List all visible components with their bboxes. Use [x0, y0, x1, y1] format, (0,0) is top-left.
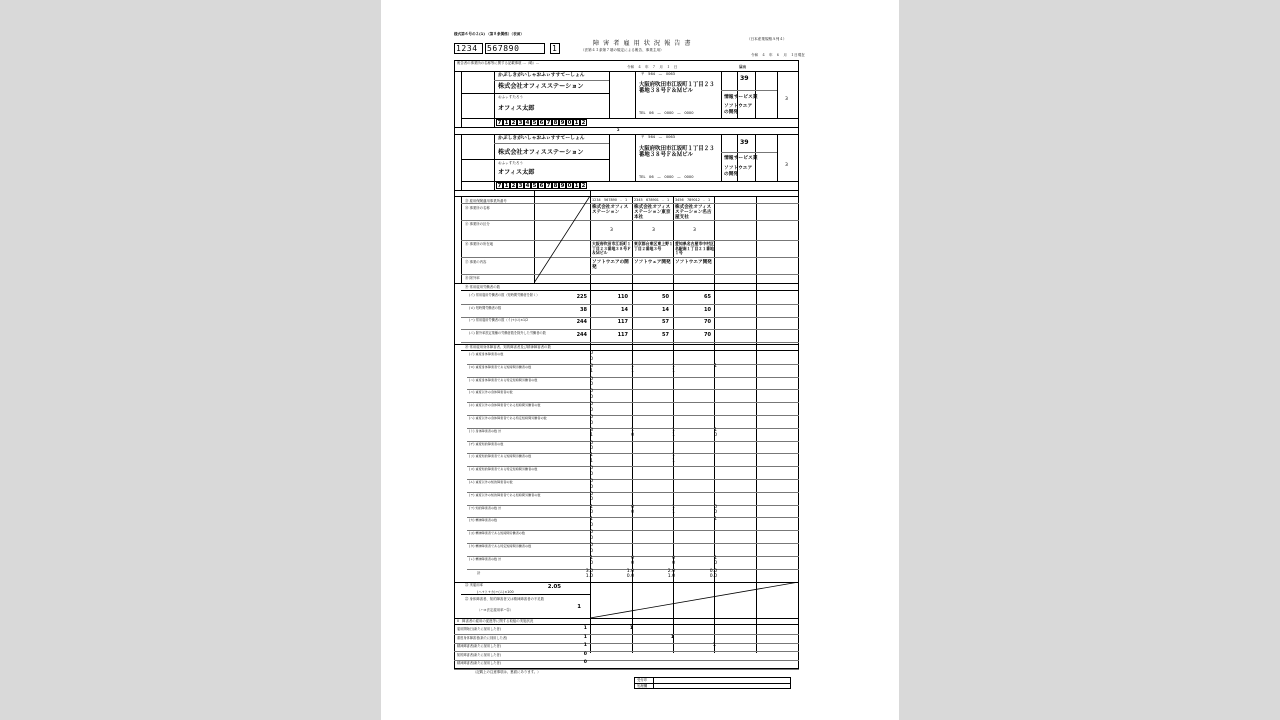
parent-name: 株式会社オフィスステーション — [498, 149, 584, 156]
disabled-total-a: 3.0 — [585, 568, 593, 574]
estab-code: 2345 678901 - 1 — [634, 198, 670, 202]
bottom-row-label: 知的障害者(新たに採用した者) — [457, 652, 501, 657]
corp-digit: 3 — [518, 183, 523, 189]
reporter-phone: TEL 06 — 0000 — 0000 — [639, 111, 694, 115]
estab-count: 3 — [610, 228, 613, 233]
estab-count: 3 — [652, 228, 655, 233]
label-office-number: ⑬ 雇用保険適用事業所番号 — [465, 199, 507, 203]
disabled-row-label: (ホ) 重度以外の身体障害者である短時間労働者の数 — [469, 403, 541, 408]
shortfall-label: ㉒ 身体障害者、知的障害者又は精神障害者の不足数 — [465, 597, 545, 601]
disabled-value-b: 0 — [590, 548, 593, 554]
worker-value: 110 — [617, 294, 628, 300]
estab-name: 株式会社オフィスステーション — [592, 205, 629, 216]
disabled-value-b: 0 — [590, 420, 593, 426]
disabled-value-b: 0 — [631, 561, 634, 567]
disabled-total-b: 1.0 — [667, 574, 675, 580]
reporter-postal: 〒 564 — 0063 — [641, 72, 675, 76]
disabled-value-a: 1 — [672, 427, 675, 433]
label-office-address: ⑯ 事業所の所在地 — [465, 242, 494, 246]
disabled-value-a: 1 — [590, 517, 593, 523]
corp-digit: 4 — [525, 120, 530, 126]
disabled-value-b: 0 — [714, 561, 717, 567]
corp-digit: 4 — [525, 183, 530, 189]
reporter-corp-number — [496, 119, 587, 126]
disabled-value-b: 0 — [590, 522, 593, 528]
disabled-row-label: (チ) 重度知的障害者の数 — [469, 441, 504, 446]
form-subtitle: （法第４３条第７項の規定による報告、事業主用） — [581, 48, 664, 52]
disabled-value-b: 0 — [590, 471, 593, 477]
parent-industry-1: 情報サービス業 — [724, 156, 758, 161]
estab-address: 東京都台東区東上野１丁目２番地３号 — [634, 241, 673, 251]
corp-digit: 7 — [546, 120, 551, 126]
bottom-value: 1 — [583, 626, 587, 631]
worker-total: 244 — [576, 319, 587, 325]
disabled-row-label: (ル) 重度以外の知的障害者の数 — [469, 480, 513, 484]
disabled-row-label: (ニ) 重度以外の身体障害者の数 — [469, 390, 513, 395]
disabled-value-b: 0 — [590, 407, 593, 413]
disabled-value-a: 0 — [590, 543, 593, 548]
disabled-value-b: 1 — [672, 510, 675, 516]
corp-digit: 3 — [518, 120, 523, 126]
worker-row-label: (ロ) 短時間労働者の数 — [469, 306, 502, 310]
worker-value: 14 — [662, 307, 669, 313]
worker-value: 65 — [704, 294, 711, 300]
corp-digit: 6 — [539, 183, 544, 189]
code-a: 1234 — [454, 43, 483, 54]
worker-total: 244 — [576, 332, 587, 338]
worker-value: 14 — [621, 307, 628, 313]
worker-value: 10 — [704, 307, 711, 313]
bottom-value: 1 — [712, 643, 716, 649]
disabled-value-a: 0 — [590, 389, 593, 395]
corp-digit: 2 — [511, 183, 516, 189]
estab-business: ソフトウエア開発 — [675, 260, 712, 265]
disabled-total-a: 2.0 — [667, 568, 675, 574]
worker-value: 57 — [662, 319, 669, 325]
corp-digit: 1 — [504, 120, 509, 126]
bottom-value: 1 — [583, 634, 587, 640]
code-c: 1 — [550, 43, 560, 54]
worker-row-label: (ハ) 常用雇用労働者の数（イ)+(ロ)×1/2 — [469, 318, 529, 322]
disabled-value-a: 0 — [590, 415, 593, 420]
report-date: 令和 ４ 年 ７ 月 １ 日 — [627, 65, 678, 69]
disabled-value-a: 0 — [672, 555, 675, 561]
parent-name-kana: かぶしきがいしゃおふぃすすてーしょん — [498, 136, 585, 141]
corp-digit: 1 — [504, 183, 509, 189]
worker-value: 57 — [662, 332, 669, 338]
corp-digit: 7 — [546, 183, 551, 189]
form-title: 障 害 者 雇 用 状 況 報 告 書 — [593, 40, 692, 47]
corp-digit: 6 — [539, 120, 544, 126]
parent-postal: 〒 564 — 0063 — [641, 135, 675, 139]
parent-phone: TEL 06 — 0000 — 0000 — [639, 175, 694, 179]
corp-digit: 0 — [567, 183, 572, 189]
corp-digit: 9 — [560, 120, 565, 126]
disabled-row-label: (ロ) 重度身体障害者である短時間労働者の数 — [469, 364, 532, 369]
shortfall-value: 1 — [577, 604, 581, 610]
bottom-row-label: 精神障害者(新たに採用した者) — [457, 644, 501, 649]
disabled-value-a: 0 — [714, 504, 717, 510]
footer-note: （記載上の注意事項は、裏面にあります。） — [473, 670, 541, 674]
reporter-rep-kana: おふぃすたろう — [498, 95, 524, 99]
worker-row-label: (イ) 常用雇用労働者の数（短時間労働者を除く） — [469, 293, 540, 297]
disabled-total-a: 0.0 — [709, 568, 717, 574]
corp-digit: 2 — [581, 183, 586, 189]
disabled-value-b: 0 — [590, 510, 593, 516]
parent-industry-2: ソフトウエアの開発 — [724, 166, 753, 177]
reporter-industry-2: ソフトウエアの開発 — [724, 104, 753, 115]
disabled-value-b: 0 — [590, 535, 593, 541]
label-office-name: ⑭ 事業所の名称 — [465, 206, 490, 210]
disabled-value-b: 1 — [672, 369, 675, 375]
disabled-total-label: 計 — [477, 570, 481, 575]
worker-total: 225 — [576, 294, 587, 300]
disabled-row-label: (カ) 精神障害者の数 — [469, 518, 498, 523]
workers-section-label: ⑲ 常用雇用労働者の数 — [465, 285, 500, 289]
corp-digit: 0 — [567, 120, 572, 126]
disabled-value-a: 0 — [590, 466, 593, 472]
disabled-value-a: 1 — [714, 427, 717, 433]
tab-label: 届出 — [739, 65, 747, 69]
disabled-value-a: 1 — [714, 363, 717, 369]
rate-label: ㉑ 実雇用率 — [465, 583, 484, 587]
corp-digit: 9 — [560, 183, 565, 189]
reporter-name-kana: かぶしきがいしゃおふぃすすてーしょん — [498, 73, 585, 78]
disabled-row-label: (タ) 精神障害者である特定短時間労働者の数 — [469, 544, 532, 548]
estab-code: 1234 567890 - 1 — [592, 198, 628, 202]
disabled-value-a: 1 — [672, 453, 675, 459]
parent-rep-name: オフィス太郎 — [498, 169, 535, 176]
bottom-section-label: Ⅱ 障害者の雇用の促進等に関する取組の実施状況 — [457, 619, 534, 623]
disabled-value-a: 0 — [590, 479, 593, 484]
disabled-row-label: (ヲ) 重度以外の知的障害者である短時間労働者の数 — [469, 492, 541, 497]
disabled-value-b: 0 — [590, 484, 593, 490]
disabled-value-a: 0 — [590, 491, 593, 497]
disabled-value-a: 1 — [590, 555, 593, 561]
diagonal-slash — [534, 196, 590, 283]
disabled-value-b: 0 — [631, 433, 634, 439]
reporter-address: 大阪府吹田市江坂町１丁目２３番地３８号Ｆ＆Ｍビル — [639, 82, 715, 95]
estab-business: ソフトウエアの開発 — [592, 260, 629, 271]
disabled-value-a: 0 — [590, 440, 593, 446]
disabled-total-b: 0.0 — [709, 574, 717, 580]
corp-digit: 5 — [532, 120, 537, 126]
disabled-row-label: (ヘ) 重度以外の身体障害者である特定短時間労働者の数 — [469, 416, 547, 420]
reporter-name: 株式会社オフィスステーション — [498, 83, 584, 90]
corp-digit: 1 — [574, 120, 579, 126]
corp-digit: 7 — [497, 120, 502, 126]
stamp-label-1: 受付印 — [637, 678, 648, 682]
label-exclusion-rate: ⑱ 除外率 — [465, 276, 480, 280]
disabled-value-a: 0 — [590, 402, 593, 408]
worker-total: 38 — [580, 307, 587, 313]
corp-digit: 8 — [553, 183, 558, 189]
rate-value: 2.05 — [547, 584, 561, 590]
bottom-value: 0 — [583, 660, 587, 666]
bottom-value: 1 — [629, 626, 633, 631]
parent-relation: 2 — [617, 128, 620, 132]
form-number: 様式第６号の２(1) （第８条関係）（表面） — [454, 32, 524, 36]
estab-code: 3456 789012 - 1 — [675, 198, 711, 202]
disabled-value-b: 1 — [590, 369, 593, 375]
disabled-value-b: 0 — [590, 356, 593, 362]
disabled-value-b: 1 — [631, 369, 634, 375]
parent-corp-number — [496, 182, 587, 189]
disabled-row-label: (リ) 重度知的障害者である短時間労働者の数 — [469, 454, 532, 459]
disabled-value-a: 1 — [672, 363, 675, 369]
worker-row-label: (ニ) 除外率設定業種の労働者数を除外した労働者の数 — [469, 331, 546, 335]
disabled-row-label: (レ) 精神障害者の数 計 — [469, 556, 502, 561]
date-as-of: 令和 ４ 年 ６ 月 １日現在 — [751, 53, 805, 57]
estab-count: 3 — [693, 228, 696, 233]
worker-value: 70 — [704, 319, 711, 325]
parent-industry-code: 39 — [740, 139, 749, 146]
estab-business: ソフトウェア開発 — [634, 260, 671, 265]
disabled-value-b: 0 — [672, 561, 675, 567]
disabled-value-b: 0 — [714, 433, 717, 439]
disabled-value-b: 0 — [714, 510, 717, 516]
disabled-value-b: 0 — [590, 382, 593, 388]
law-reference: （日本産業規格Ａ列４） — [747, 37, 787, 41]
worker-value: 117 — [617, 319, 628, 325]
disabled-total-b: 0.0 — [626, 574, 634, 580]
disabled-value-a: 1 — [590, 504, 593, 510]
disabled-row-label: (ヨ) 精神障害者である短時間労働者の数 — [469, 531, 525, 536]
estab-name: 株式会社オフィスステーション名古屋支社 — [675, 205, 712, 221]
disabled-row-label: (ハ) 重度身体障害者である特定短時間労働者の数 — [469, 377, 538, 382]
note-text: 報告者の事業所の名称等に関する記載事項 …（略）… — [457, 61, 540, 65]
label-business: ⑰ 事業の内容 — [465, 260, 487, 264]
rate-sub: (ヘ+ト+カ)÷(ニ)×100 — [477, 590, 514, 594]
disabled-value-a: 1 — [714, 517, 717, 523]
disabled-value-b: 1 — [672, 433, 675, 439]
corp-digit: 2 — [581, 120, 586, 126]
diagonal-slash-2 — [590, 582, 799, 618]
corp-digit: 5 — [532, 183, 537, 189]
disabled-value-a: 1 — [631, 363, 634, 369]
disabled-value-a: 0 — [590, 376, 593, 382]
code-b: 567890 — [485, 43, 545, 54]
disabled-total-b: 1.0 — [585, 574, 593, 580]
disabled-value-a: 0 — [590, 530, 593, 536]
bottom-row-label: 重度身体障害者(新たに採用した者) — [457, 635, 508, 640]
document-page — [381, 0, 899, 720]
disabled-value-a: 1 — [631, 427, 634, 433]
shortfall-sub: （ハ×法定雇用率−㉑） — [477, 608, 514, 612]
disabled-value-a: 0 — [590, 351, 593, 356]
reporter-industry-code: 39 — [740, 75, 749, 82]
disabled-value-a: 0 — [631, 555, 634, 561]
disabled-value-a: 3 — [590, 427, 593, 433]
estab-address: 愛知県名古屋市中村区名駅南１丁目２１番地１号 — [675, 241, 714, 256]
estab-name: 株式会社オフィスステーション東京本社 — [634, 205, 671, 221]
disabled-value-a: 1 — [672, 504, 675, 510]
bottom-value: 1 — [583, 643, 587, 649]
estab-address: 大阪府吹田市江坂町１丁目２３番地３８号Ｆ＆Ｍビル — [592, 241, 631, 256]
disabled-row-label: (イ) 重度身体障害者の数 — [469, 352, 504, 356]
reporter-industry-1: 情報サービス業 — [724, 95, 758, 100]
corp-digit: 7 — [497, 183, 502, 189]
bottom-row-label: 雇用開始日(新たに採用した者) — [457, 627, 501, 631]
reporter-count: 3 — [785, 97, 788, 102]
disabled-value-b: 0 — [590, 561, 593, 567]
disabled-row-label: (ト) 身体障害者の数 計 — [469, 428, 502, 433]
bottom-row-label: 精神障害者(新たに採用した者) — [457, 661, 501, 666]
disabled-row-label: (ワ) 知的障害者の数 計 — [469, 505, 502, 510]
disabled-row-label: (ヌ) 重度知的障害者である特定短時間労働者の数 — [469, 467, 538, 472]
corp-digit: 1 — [574, 183, 579, 189]
disabled-value-b: 0 — [590, 446, 593, 452]
label-office-type: ⑮ 事業所の区分 — [465, 222, 490, 226]
worker-value: 50 — [662, 294, 669, 300]
disabled-value-a: 1 — [590, 453, 593, 459]
worker-value: 70 — [704, 332, 711, 338]
disabled-value-a: 0 — [631, 504, 634, 510]
disabled-value-b: 1 — [590, 458, 593, 464]
disabled-section-label: ⑳ 常用雇用身体障害者、知的障害者及び精神障害者の数 — [465, 345, 551, 349]
disabled-total-a: 1.0 — [626, 568, 634, 574]
disabled-value-b: 0 — [631, 510, 634, 516]
disabled-value-b: 0 — [590, 394, 593, 400]
parent-count: 3 — [785, 163, 788, 168]
bottom-value: 1 — [670, 634, 674, 640]
bottom-value: 0 — [583, 651, 587, 657]
disabled-value-a: 3 — [590, 363, 593, 369]
reporter-rep-name: オフィス太郎 — [498, 105, 535, 112]
corp-digit: 8 — [553, 120, 558, 126]
parent-address: 大阪府吹田市江坂町１丁目２３番地３８号Ｆ＆Ｍビル — [639, 146, 715, 159]
worker-value: 117 — [617, 332, 628, 338]
disabled-value-b: 1 — [672, 458, 675, 464]
disabled-value-a: 1 — [714, 555, 717, 561]
disabled-value-b: 0 — [590, 497, 593, 503]
disabled-value-b: 1 — [590, 433, 593, 439]
stamp-label-2: 処理欄 — [637, 684, 648, 688]
corp-digit: 2 — [511, 120, 516, 126]
parent-rep-kana: おふぃすたろう — [498, 161, 524, 165]
